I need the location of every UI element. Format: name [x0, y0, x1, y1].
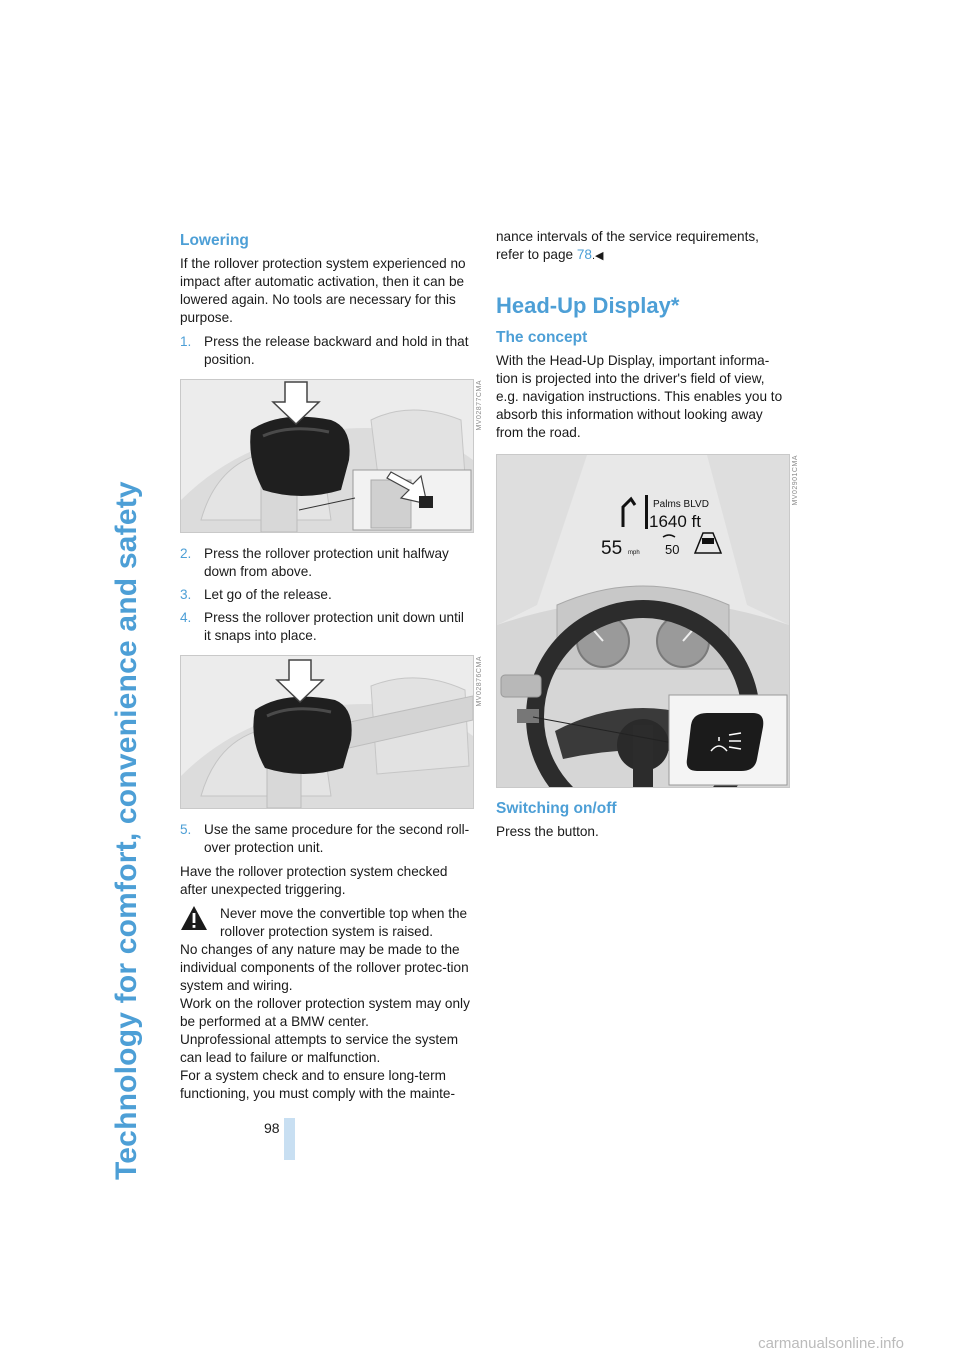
concept-text: With the Head-Up Display, important informa-tion is projected into the driver's field of view, e.g. navigation instructions. This enables you to absorb this information without looking away from the road. — [496, 353, 783, 440]
figure-code: MV02901CMA — [792, 455, 799, 506]
warning-line: Never move the convertible top when the rollover protection system is raised. — [220, 906, 468, 939]
warning-block — [180, 905, 474, 1103]
step-item: 4. Press the rollover protection unit down until it snaps into place. — [180, 610, 464, 643]
warning-triangle-icon — [180, 905, 208, 931]
hud-distance-label: 1640 ft — [649, 512, 701, 531]
figure-release-backward — [180, 379, 483, 533]
figure-head-up-display — [496, 454, 799, 788]
warning-line: No changes of any nature may be made to the individual components of the rollover protec-tion system and wiring. — [180, 942, 469, 993]
figure-code: MV02876CMA — [476, 656, 483, 707]
step-item: 5. Use the same procedure for the second roll-over protection unit. — [180, 822, 470, 855]
side-chapter-title: Technology for comfort, convenience and safety — [110, 481, 143, 1180]
hud-cockpit-illustration — [497, 455, 789, 787]
warning-line: For a system check and to ensure long-term functioning, you must comply with the mainte- — [180, 1068, 456, 1101]
steps-list-c — [180, 821, 474, 857]
switching-text: Press the button. — [496, 824, 599, 839]
concept-heading: The concept — [496, 329, 588, 346]
left-column — [180, 228, 483, 1103]
figure-press-down — [180, 655, 483, 809]
end-mark: .◀ — [591, 250, 604, 262]
hud-speed-unit: mph — [628, 550, 640, 556]
hud-speed-label: 55 — [601, 538, 623, 559]
right-column — [496, 228, 799, 847]
warning-line: Unprofessional attempts to service the system can lead to failure or malfunction. — [180, 1032, 459, 1065]
page-78-link[interactable]: 78 — [576, 247, 592, 262]
step-item: 3. Let go of the release. — [180, 587, 332, 602]
warning-line: Work on the rollover protection system may only be performed at a BMW center. — [180, 996, 470, 1029]
lowering-heading: Lowering — [180, 232, 249, 249]
hud-section-heading: Head-Up Display* — [496, 293, 680, 318]
switching-heading: Switching on/off — [496, 800, 617, 817]
rollover-release-illustration — [181, 380, 473, 532]
steps-list-a — [180, 333, 474, 369]
hud-street-label: Palms BLVD — [653, 499, 709, 510]
rollover-press-down-illustration — [181, 656, 473, 808]
lowering-intro: If the rollover protection system experienced no impact after automatic activation, then it can be lowered again. No tools are necessary for this purpose. — [180, 256, 466, 325]
continuation-paragraph: nance intervals of the service requirements, refer to page 78.◀ — [496, 229, 759, 262]
page-marker-bar — [284, 1118, 295, 1160]
page-number: 98 — [264, 1120, 280, 1136]
watermark: carmanualsonline.info — [758, 1335, 904, 1352]
hud-limit-label: 50 — [665, 542, 680, 557]
step-item: 2. Press the rollover protection unit halfway down from above. — [180, 546, 449, 579]
steps-list-b — [180, 545, 474, 645]
step-item: 1. Press the release backward and hold in that position. — [180, 334, 469, 367]
checked-note: Have the rollover protection system checked after unexpected triggering. — [180, 864, 448, 897]
figure-code: MV02877CMA — [476, 380, 483, 431]
